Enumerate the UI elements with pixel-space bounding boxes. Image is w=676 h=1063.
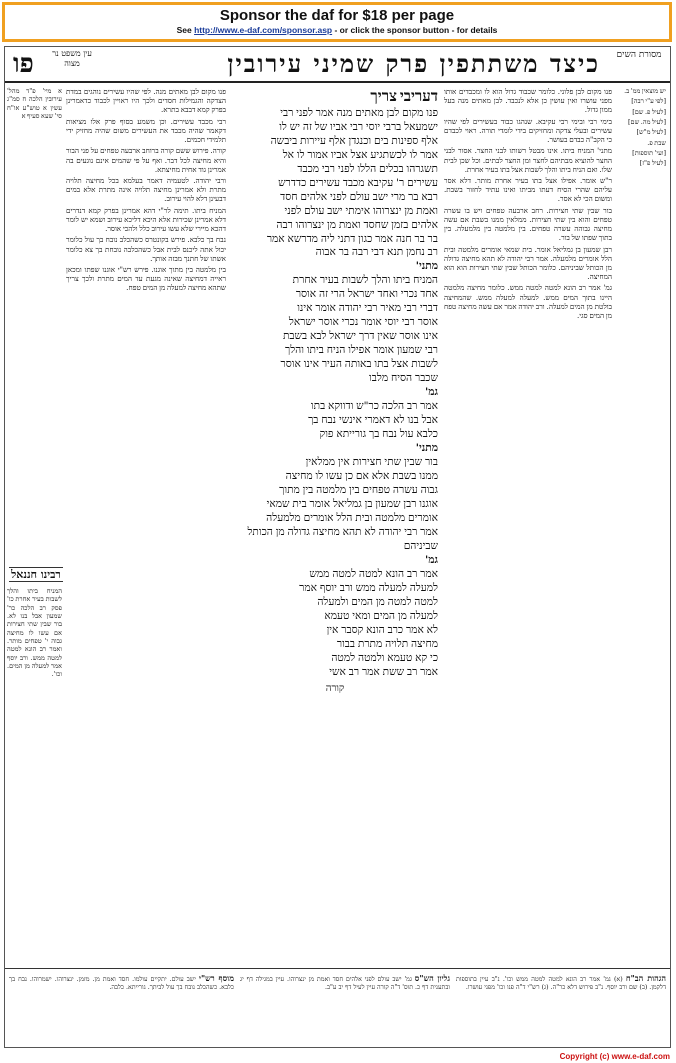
mishnah-line: בור שבין שתי חצירות אין ממלאין bbox=[305, 456, 438, 469]
gemara-line: כלבא עול נבח בך גורייתא פוק bbox=[319, 428, 438, 441]
mishnah-line: גבוה עשרה טפחים בין מלמטה בין מתוך bbox=[279, 483, 438, 496]
rabbenu-chananel-text: המניח ביתו והלך לשבות בעיר אחרת כו' פסק רב הלכה כר' שמעון אבל בנו לא. בור שבין שתי חצירות אם עשו לו מחיצה גבוה י' טפחים מותר. ואמר רב הונא למטה למטה ממש. ורב יוסף אמר למעלה מן המים. וכו'. bbox=[7, 587, 62, 679]
sponsor-title: Sponsor the daf for $18 per page bbox=[219, 7, 455, 24]
gemara-line: תשגרהו בכלים הללו לפני רבי מכבד bbox=[297, 162, 438, 175]
sponsor-banner[interactable] bbox=[2, 2, 672, 42]
gemara-column bbox=[232, 87, 438, 967]
gemara-line: אמר רב ששת אמר רב אשי bbox=[329, 665, 438, 678]
gemara-line: אמר רב הלכה כר"ש ודווקא בתו bbox=[310, 400, 438, 413]
mishnah2-marker: מתני' bbox=[415, 442, 438, 455]
mishnah-line: אוגנו רבן שמעון בן גמליאל אומר בית שמאי bbox=[266, 497, 438, 510]
rabbenu-chananel-column bbox=[7, 587, 62, 967]
footer-gilyon-column bbox=[240, 973, 450, 1045]
tosafot-paragraph: רבי מכבד עשירים. וכן משמע בסוף פרק אלו מציאות דקאמר שהיה מכבד את העשירים משום שהיה מחזיק ידי תלמידי חכמים. bbox=[66, 116, 226, 145]
gemara-line: אמר לו לכשתגיע אצל אביו אמור לו אל bbox=[282, 148, 438, 161]
footer-gilyon-title: גליון הש"ס bbox=[414, 973, 450, 983]
tosafot-paragraph: המניח ביתו. תימה לר"י דהא אמרינן בפרק קמא דנדרים דלא אמרינן שכירות אלא היכא דליכא עירוב ושמא יש לומר דהכא מיירי שלא עשו עירוב כלל ולהכי אוסר. bbox=[66, 205, 226, 234]
gemara-line: לא אמר כרב הונא קסבר אין bbox=[326, 623, 438, 636]
copyright-link[interactable]: Copyright (c) www.e-daf.com bbox=[559, 1052, 670, 1061]
margin-note: [לעיל פ"ז] bbox=[639, 159, 666, 168]
tosafot-paragraph: בין מלמטה בין מתוך אוגנו. פירש רש"י אוגנו שפתו ומכאן ראייה דמחיצה שאינה מגעת עד המים מתרת ולכך צריך שתהא מחיצה למעלה מן המים טפח. bbox=[66, 264, 226, 293]
gemara-line: אלהים בזמן שחסד ואמת מן ינצרוהו רבה bbox=[276, 218, 438, 231]
rashi-paragraph: בור שבין שתי חצירות. רחב ארבעה טפחים ויש בו עשרה טפחים והוא בין שתי חצירות. ממלאין ממנו בשבת אם עשה מחיצה גבוהה עשרה טפחים. בין מלמטה בין מלמעלה. בין בתוך שפתו של בור. bbox=[444, 205, 612, 243]
gemara-opening-word: דעריבי bbox=[399, 87, 438, 105]
mishnah-line: אמר רבי יהודה לא תהא מחיצה גדולה מן הכותל bbox=[247, 525, 438, 538]
mishnah-line: שכבר הסיח מלבו bbox=[369, 372, 438, 385]
mishnah-line: ממנו בשבת אלא אם כן עשו לו מחיצה bbox=[285, 469, 438, 482]
gemara-line: למעלה למעלה ממש ורב יוסף אמר bbox=[299, 581, 438, 594]
mishnah-marker: מתני' bbox=[415, 260, 438, 273]
mishnah-line: רבי שמעון אומר אפילו הניח ביתו והלך bbox=[285, 344, 438, 357]
rashi-paragraph: פנו מקום לבן פלוני. כלומר שכבוד גדול הוא לו ומכבדים אותו מפני עושרו ואין עושין כן אלא לנכבד. לבן מאתים מנה בעל ממון גדול. bbox=[444, 87, 612, 115]
footer-musaf-column bbox=[9, 973, 234, 1045]
gemara-line: ישמעאל ברבי יוסי רבי אביו של זה יש לו bbox=[279, 120, 438, 133]
gemara-line: רבא בר מרי ישב עולם לפני אלהים חסד bbox=[280, 190, 438, 203]
footer-hagahot-column bbox=[456, 973, 666, 1045]
gemara-line: עשירים ר' עקיבא מכבד עשירים כדדרש bbox=[278, 176, 438, 189]
rashi-column bbox=[444, 87, 612, 967]
footer-hagahot-text: (א) גמ' אמר רב הונא למטה למטה ממש וכו'. נ"ב עיין בתוספות דלקמן. (ב) שם ורב יוסף. נ"ב פירוש דלא כר"ה. (ג) רש"י ד"ה פנו וכו' מפני עושרו. bbox=[456, 976, 666, 991]
masoret-hashas-column bbox=[616, 87, 666, 967]
rabbenu-chananel-title: רבינו חננאל bbox=[9, 567, 63, 582]
rashi-paragraph: מתני' המניח ביתו. אינו מבטל רשותו לבני החצר. אסור לבני החצר להוציא מבתיהם לחצר ומן החצר לבתים. וכל שכן לבית שלו. ואם הניח ביתו והלך לשבות אצל בתו בעיר אחרת. bbox=[444, 146, 612, 174]
rashi-paragraph: גמ' אמר רב הונא למטה למטה ממש. כלומר מחיצה מלמטה היינו בתוך המים ממש. למעלה למעלה ממש. שהמחיצה בולטת מן המים למעלה. ורב יהודה אמר אם עשה מחיצה טפח מן המים סגי. bbox=[444, 283, 612, 321]
gemara2-marker: גמ' bbox=[424, 553, 438, 566]
sponsor-subtitle bbox=[5, 25, 669, 35]
gemara-line: למעלה מן המים ומאי טעמא bbox=[324, 609, 438, 622]
margin-note: יש מוצאין ממ' ב. bbox=[624, 87, 666, 95]
margin-note: [לעיל מה. שם] bbox=[628, 117, 666, 126]
tosafot-paragraph: נבח בך כלבא. פירש בקונטרס כשהכלב נובח בך עול כלומר יכול אתה ליכנס לבית אבל כשהכלבה נובחת בך צא כלומר אשתו של חתנך מבזה אותך. bbox=[66, 235, 226, 263]
tosafot-column bbox=[66, 87, 226, 967]
ein-mishpat-note: א מיי' פ"ד מהל' עירובין הלכה ח סמ"ג עשין א טוש"ע או"ח סי' שעא סעיף א bbox=[7, 87, 62, 120]
talmud-page bbox=[4, 46, 671, 1048]
mishnah-line: דברי רבי מאיר רבי יהודה אומר אינו bbox=[297, 302, 438, 315]
gemara-closing-word: קורה bbox=[325, 682, 345, 694]
page-header bbox=[5, 47, 670, 83]
gemara-tzarich-word: צריך bbox=[370, 87, 397, 105]
mishnah-line: אוסר רבי יוסי אומר נכרי אוסר ישראל bbox=[288, 316, 438, 329]
header-masoret-label: מסורת השים bbox=[616, 50, 662, 60]
header-title: כיצד משתתפין פרק שמיני עירובין bbox=[227, 49, 600, 78]
sponsor-link[interactable]: http://www.e-daf.com/sponsor.asp bbox=[194, 25, 333, 35]
tosafot-paragraph: ורבי יהודה. לטעמיה דאמר בעלמא בכל מחיצה תלויה מתרת ולא אמרינן מחיצה תלויה אינה מתרת אלא במים דבעינן דלא להוי עירוב. bbox=[66, 175, 226, 204]
footer-musaf-title: מוסף רש"י bbox=[198, 973, 234, 983]
sponsor-subtitle-suffix: - or click the sponsor button - for details bbox=[332, 25, 498, 35]
gemara-line: אבל בנו לא דאמרי אינשי נבח בך bbox=[308, 414, 438, 427]
gemara-line: רב נחמן תנא דבי רבה בר אבוה bbox=[315, 246, 438, 259]
rashi-paragraph: ר"ש אומר. אפילו אצל בתו בעיר אחרת מותר. דלא אסר עליהם שהרי הסיח דעתו מביתו ואינו עתיד לחזור בשבת. ומשום הכי לא אסר. bbox=[444, 175, 612, 204]
footer-gilyon-text: גמ' ישב עולם לפני אלהים חסד ואמת מן ינצרוהו. עיין במגילה דף יג ובתענית דף כ. תוס' ד"ה קורה עיין לעיל דף יב ע"ב. bbox=[240, 976, 450, 991]
margin-note: [ועי' תוספות] bbox=[632, 148, 666, 157]
gemara-line: אלף ספינות בים וכנגדן אלף עיירות ביבשה bbox=[270, 134, 438, 147]
mishnah-line: אינו אוסר שאין דרך ישראל לבא בשבת bbox=[282, 330, 438, 343]
gemara-line: מחיצה תלויה מתרת בבור bbox=[336, 637, 438, 650]
gemara-line: בר בר חנה אמר כגון דתני ליה מדרשא אמר bbox=[266, 232, 438, 245]
mishnah-line: המניח ביתו והלך לשבות בעיר אחרת bbox=[292, 274, 438, 287]
sponsor-subtitle-prefix: See bbox=[176, 25, 195, 35]
tosafot-paragraph: פנו מקום לבן מאתים מנה. לפי שהיו עשירים נוהגים במדת הצדקה והגמילות חסדים ולכך היו ראויין לכבוד כדאמרינן בפרק קמא דבבא בתרא. bbox=[66, 87, 226, 115]
footer-hagahot-title: הגהות הב"ח bbox=[625, 973, 666, 983]
rashi-paragraph: בימי רבי ובימי רבי עקיבא. שנהגו כבוד בעשירים לפי שהיו עשירים ובעלי צדקה ומחזיקים בידי לומדי תורה. ראוי לכבדם כי הקב"ה כבדם בעושר. bbox=[444, 116, 612, 145]
gemara-line: ואמת מן ינצרוהו אימתי ישב עולם לפני bbox=[284, 204, 438, 217]
gemara-marker: גמ' bbox=[424, 386, 438, 399]
mishnah-line: שביניהם bbox=[403, 539, 438, 552]
folio-number: פו bbox=[13, 49, 34, 79]
footer-musaf-text: ישב עולם. יתקיים עולמו. חסד ואמת מן. מזמן. ינצרוהו. ישמרוהו. נבח בך כלבא. כשהכלב נובח בך עול לביתך. גורייתא. כלבה. bbox=[9, 976, 234, 991]
mishnah-line: אחד נכרי ואחד ישראל הרי זה אוסר bbox=[295, 288, 438, 301]
page-footer bbox=[5, 968, 670, 1047]
gemara-line: כי קא טעמא ולמטה למטה bbox=[331, 651, 438, 664]
gemara-line: למטה למטה מן המים ולמעלה bbox=[317, 595, 438, 608]
mishnah-line: לשבות אצל בתו באותה העיר אינו אוסר bbox=[280, 358, 438, 371]
gemara-line: אמר רב הונא למטה למטה ממש bbox=[309, 567, 438, 580]
rashi-paragraph: רבן שמעון בן גמליאל אומר. בית שמאי אומרים מלמטה ובית הלל אומרים מלמעלה. אמר רבי יהודה לא תהא מחיצה גדולה מן הכותל שביניהם. כלומר הכותל שבין שתי חצירות הוא הוא המחיצה. bbox=[444, 244, 612, 282]
gemara-line: פנו מקום לבן מאתים מנה אמר לפני רבי bbox=[280, 106, 438, 119]
margin-note: [לפי ע"י רבה] bbox=[631, 97, 666, 106]
margin-note: שבת פ. bbox=[647, 138, 666, 147]
margin-note: [לעיל פ. שם] bbox=[632, 107, 666, 116]
tosafot-paragraph: קורה. פירוש ששם קורה ברוחב ארבעה טפחים על פני הבור והיא מחיצה לכל דבר. ואף על פי שהמים אינם נוגעים בה אמרינן גוד אחית מחיצתא. bbox=[66, 146, 226, 174]
mishnah-line: אומרים מלמטה ובית הלל אומרים מלמעלה bbox=[266, 511, 438, 524]
margin-note: [לעיל מ"ש] bbox=[636, 128, 666, 137]
header-ein-mishpat-label: עין משפט נר מצוה bbox=[52, 49, 92, 68]
